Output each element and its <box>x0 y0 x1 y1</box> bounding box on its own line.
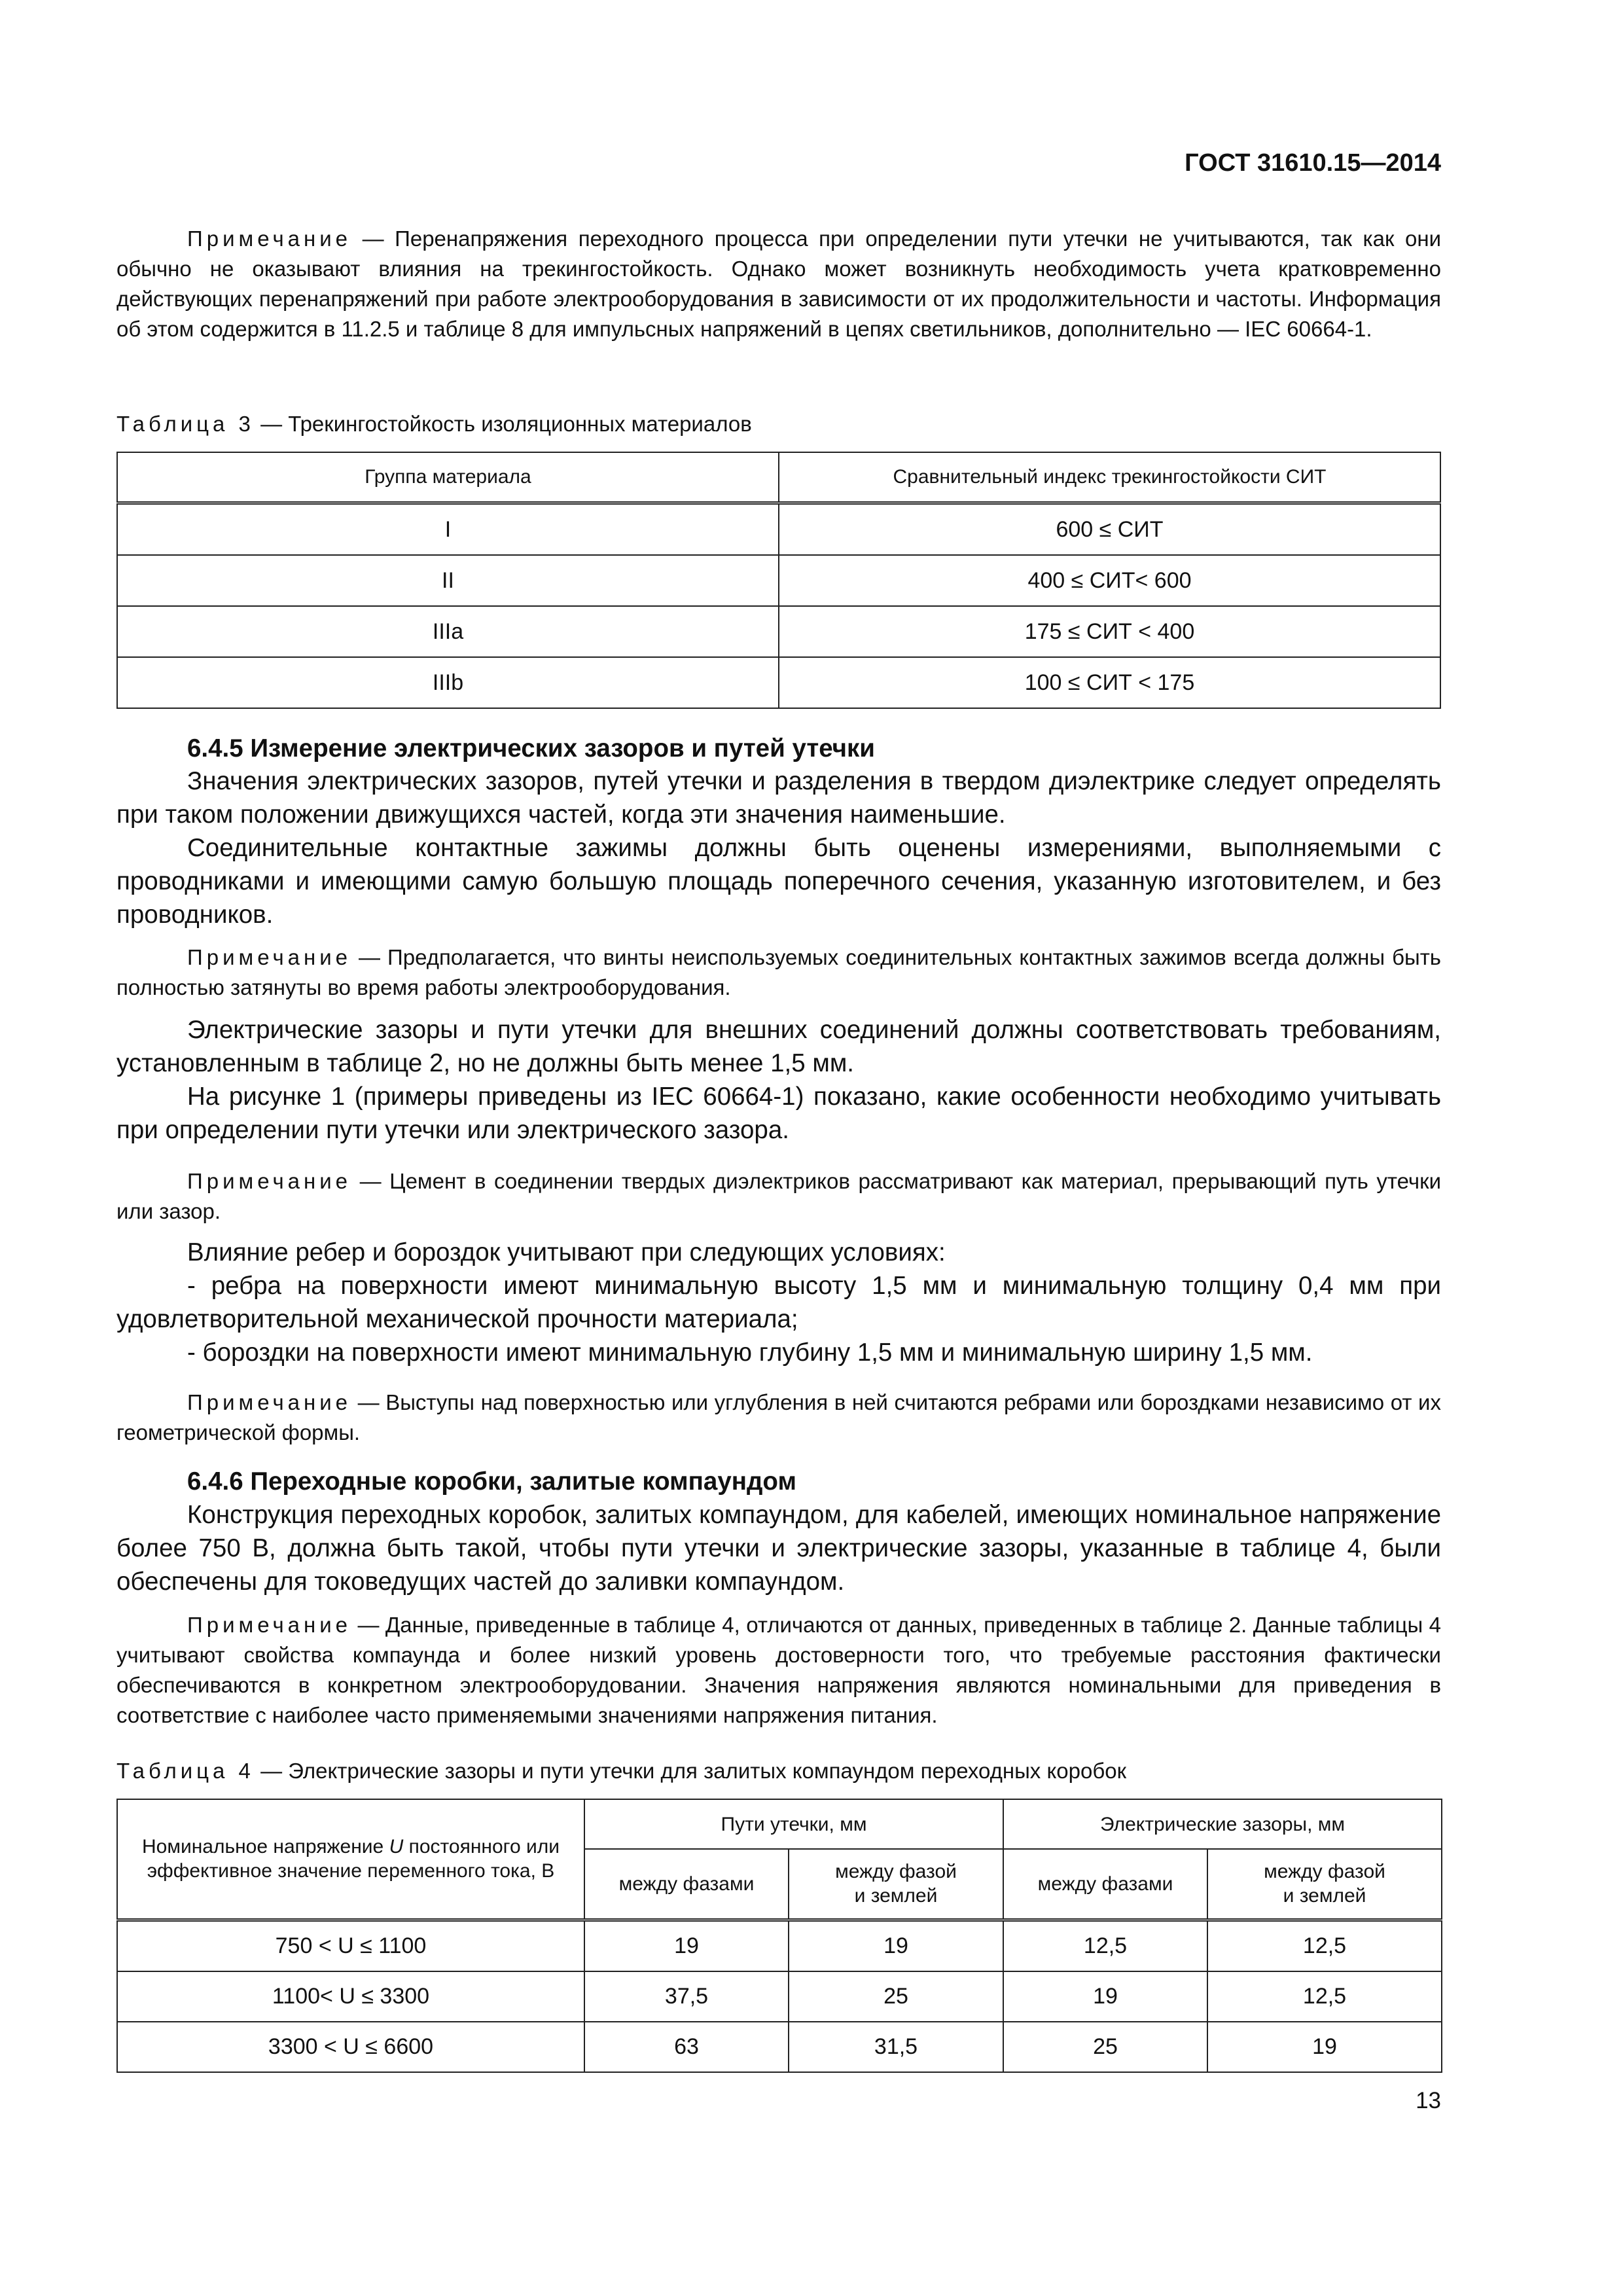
table4-caption <box>116 1758 1441 1784</box>
note-text: — Цемент в соединении твердых диэлектриков рассматривают как материал, прерывающий путь утечки или зазор. <box>116 1169 1441 1223</box>
table4-container <box>116 1799 1441 2073</box>
table4-cell: 12,5 <box>1207 1920 1442 1971</box>
table3-caption-text: — Трекингостойкость изоляционных материалов <box>260 412 752 436</box>
table3-caption-label: Таблица 3 <box>116 412 255 436</box>
note-text: — Перенапряжения переходного процесса при определении пути утечки не учитываются, так как они обычно не оказывают влияния на трекингостойкость. Однако может возникнуть необходимость учета кратковременно действующих перенапряжений при работе электрооборудования в зависимости от их продолжительности и частоты. Информация об этом содержится в 11.2.5 и таблице 8 для импульсных напряжений в цепях светильников, дополнительно — IEC 60664-1. <box>116 226 1441 341</box>
list-item: - бороздки на поверхности имеют минимальную глубину 1,5 мм и минимальную ширину 1,5 мм. <box>187 1338 1313 1367</box>
note-text: — Выступы над поверхностью или углубления в ней считаются ребрами или бороздками независимо от их геометрической формы. <box>116 1390 1441 1444</box>
section-645-text-c <box>116 1236 1441 1369</box>
table4-cell: 63 <box>584 2022 789 2072</box>
table4-caption-label: Таблица 4 <box>116 1759 255 1783</box>
document-id: ГОСТ 31610.15—2014 <box>1185 149 1441 177</box>
table3-tracking-resistance <box>116 452 1441 709</box>
header-text: и землей <box>854 1885 938 1907</box>
table4-clearances <box>116 1799 1442 2073</box>
section-645-heading: 6.4.5 Измерение электрических зазоров и путей утечки <box>187 734 875 762</box>
table4-header-voltage <box>117 1799 584 1920</box>
table4-cell: 37,5 <box>584 1971 789 2022</box>
note-label: Примечание <box>187 1169 352 1193</box>
table3-cell-cti: 175 ≤ СИТ < 400 <box>779 606 1440 657</box>
table-row <box>117 2022 1442 2072</box>
table4-header-clear-phases: между фазами <box>1003 1849 1207 1920</box>
section-645-text-b <box>116 1013 1441 1147</box>
table3-header-cti: Сравнительный индекс трекингостойкости СИТ <box>779 452 1440 503</box>
table4-header-clearance: Электрические зазоры, мм <box>1003 1799 1442 1849</box>
note-label: Примечание <box>187 226 352 251</box>
table4-cell: 31,5 <box>789 2022 1003 2072</box>
table4-header-creepage: Пути утечки, мм <box>584 1799 1003 1849</box>
note-unused-terminals <box>116 942 1441 1003</box>
header-text: между фазой <box>1264 1861 1385 1883</box>
table3-cell-cti: 100 ≤ СИТ < 175 <box>779 657 1440 708</box>
paragraph: На рисунке 1 (примеры приведены из IEC 60664-1) показано, какие особенности необходимо учитывать при определении пути утечки или электрического зазора. <box>116 1083 1441 1144</box>
table4-cell: 12,5 <box>1003 1920 1207 1971</box>
table4-header-clear-phase-ground <box>1207 1849 1442 1920</box>
header-text: и землей <box>1283 1885 1366 1907</box>
note-text: — Данные, приведенные в таблице 4, отличаются от данных, приведенных в таблице 2. Данные таблицы 4 учитывают свойства компаунда и более низкий уровень достоверности того, что требуемые расстояния фактически обеспечиваются в конкретном электрооборудовании. Значения напряжения являются номинальными для приведения в соответствие с наиболее часто применяемыми значениями напряжения питания. <box>116 1613 1442 1727</box>
note-text: — Предполагается, что винты неиспользуемых соединительных контактных зажимов всегда должны быть полностью затянуты во время работы электрооборудования. <box>116 945 1441 999</box>
table4-cell: 25 <box>789 1971 1003 2022</box>
header-symbol-u: U <box>389 1836 404 1858</box>
table-row <box>117 503 1440 556</box>
header-text: Номинальное напряжение <box>142 1836 389 1858</box>
table3-cell-cti: 400 ≤ СИТ< 600 <box>779 555 1440 606</box>
section-646-text <box>116 1498 1441 1598</box>
header-text: постоянного или эффективное значение переменного тока, В <box>147 1836 560 1882</box>
table-row <box>117 1971 1442 2022</box>
table4-header-row-1 <box>117 1799 1442 1849</box>
note-label: Примечание <box>187 1390 352 1414</box>
table3-cell-cti: 600 ≤ СИТ <box>779 503 1440 556</box>
table3-cell-group: II <box>117 555 779 606</box>
table4-header-creep-phase-ground <box>789 1849 1003 1920</box>
table3-container <box>116 452 1441 709</box>
paragraph: Значения электрических зазоров, путей утечки и разделения в твердом диэлектрике следует определять при таком положении движущихся частей, когда эти значения наименьшие. <box>116 767 1441 829</box>
paragraph: Влияние ребер и бороздок учитывают при следующих условиях: <box>187 1238 946 1266</box>
section-646-heading: 6.4.6 Переходные коробки, залитые компаундом <box>187 1467 796 1496</box>
table4-cell: 19 <box>1207 2022 1442 2072</box>
header-text: между фазой <box>835 1861 957 1883</box>
table-row <box>117 555 1440 606</box>
table3-cell-group: IIIa <box>117 606 779 657</box>
note-table4-data <box>116 1610 1441 1731</box>
table4-cell: 19 <box>789 1920 1003 1971</box>
paragraph: Конструкция переходных коробок, залитых компаундом, для кабелей, имеющих номинальное напряжение более 750 В, должна быть такой, чтобы пути утечки и электрические зазоры, указанные в таблице 4, были обеспечены для токоведущих частей до заливки компаундом. <box>116 1501 1441 1596</box>
paragraph: Соединительные контактные зажимы должны быть оценены измерениями, выполняемыми с проводниками и имеющими самую большую площадь поперечного сечения, указанную изготовителем, и без проводников. <box>116 834 1441 929</box>
table4-cell: 19 <box>1003 1971 1207 2022</box>
table4-cell: 25 <box>1003 2022 1207 2072</box>
note-transient-overvoltage <box>116 224 1441 344</box>
table4-cell-voltage: 1100< U ≤ 3300 <box>117 1971 584 2022</box>
note-label: Примечание <box>187 945 352 969</box>
paragraph: Электрические зазоры и пути утечки для внешних соединений должны соответствовать требованиям, установленным в таблице 2, но не должны быть менее 1,5 мм. <box>116 1016 1441 1077</box>
table3-cell-group: I <box>117 503 779 556</box>
table4-header-creep-phases: между фазами <box>584 1849 789 1920</box>
note-label: Примечание <box>187 1613 352 1637</box>
note-ribs-grooves <box>116 1388 1441 1448</box>
table-row <box>117 1920 1442 1971</box>
table-row <box>117 606 1440 657</box>
section-645-text-a <box>116 764 1441 931</box>
table3-header-row <box>117 452 1440 503</box>
list-item: - ребра на поверхности имеют минимальную высоту 1,5 мм и минимальную толщину 0,4 мм при удовлетворительной механической прочности материала; <box>116 1272 1441 1333</box>
table4-cell-voltage: 750 < U ≤ 1100 <box>117 1920 584 1971</box>
table3-caption <box>116 411 1441 437</box>
table3-cell-group: IIIb <box>117 657 779 708</box>
table4-cell: 19 <box>584 1920 789 1971</box>
page-number: 13 <box>1416 2088 1441 2113</box>
table4-cell: 12,5 <box>1207 1971 1442 2022</box>
table3-header-group: Группа материала <box>117 452 779 503</box>
table4-caption-text: — Электрические зазоры и пути утечки для залитых компаундом переходных коробок <box>260 1759 1127 1783</box>
table4-cell-voltage: 3300 < U ≤ 6600 <box>117 2022 584 2072</box>
note-cement <box>116 1166 1441 1227</box>
table-row <box>117 657 1440 708</box>
